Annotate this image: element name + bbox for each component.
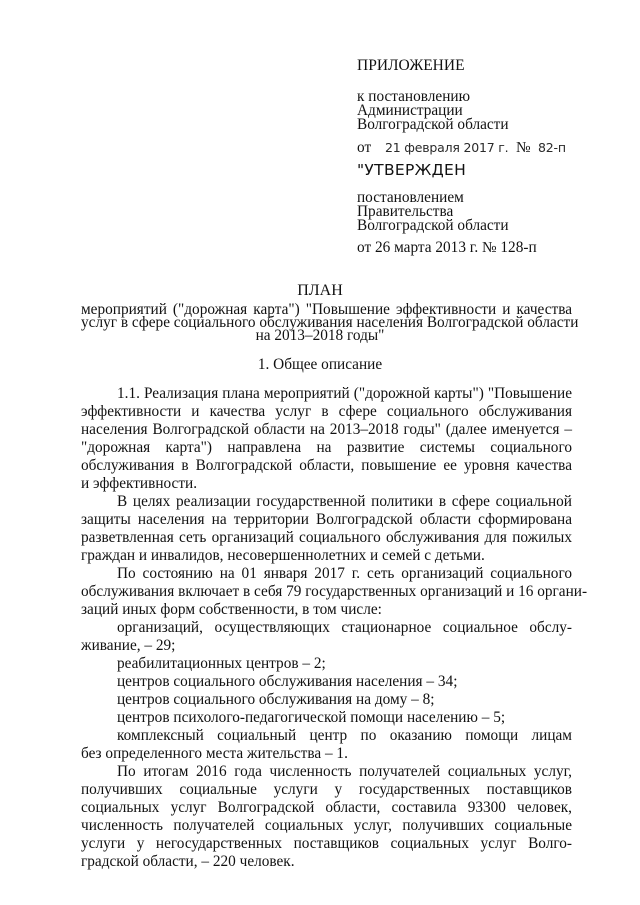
appendix-line: Волгоградской области: [357, 116, 509, 133]
approved-title: "УТВЕРЖДЕН: [357, 161, 467, 179]
body-line: защиты населения на территории Волгоградской области сформирована: [81, 511, 572, 528]
body-line: разветвленная сеть организаций социального обслуживания для пожилых: [81, 529, 572, 546]
body-line: 1.1. Реализация плана мероприятий ("дорожной карты") "Повышение: [117, 385, 572, 402]
body-line: эффективности и качества услуг в сфере социального обслуживания: [81, 403, 572, 420]
appendix-date-value: 21 февраля 2017 г.: [385, 140, 509, 155]
appendix-date-prefix: от: [357, 139, 372, 156]
approved-line: Правительства: [357, 203, 454, 220]
body-line: обслуживания включает в себя 79 государственных организаций и 16 органи-: [81, 583, 588, 600]
body-line: По состоянию на 01 января 2017 г. сеть организаций социального: [117, 565, 572, 582]
appendix-number-prefix: №: [516, 139, 531, 156]
plan-title: ПЛАН: [297, 282, 343, 299]
body-line: живание, – 29;: [81, 637, 176, 654]
body-line: получивших социальные услуги у государственных поставщиков: [81, 781, 572, 798]
body-line: центров социального обслуживания населения – 34;: [117, 673, 458, 690]
body-line: услуги у негосударственных поставщиков социальных услуг Волго-: [81, 835, 572, 852]
approved-line: Волгоградской области: [357, 217, 509, 234]
plan-subtitle-line: услуг в сфере социального обслуживания населения Волгоградской области: [81, 314, 579, 331]
section-heading: 1. Общее описание: [257, 356, 383, 373]
body-line: центров психолого-педагогической помощи населению – 5;: [117, 709, 506, 726]
body-line: "дорожная карта") направлена на развитие системы социального: [81, 439, 572, 456]
body-line: и эффективности.: [81, 475, 198, 492]
body-line: комплексный социальный центр по оказанию помощи лицам: [117, 727, 572, 744]
body-line: населения Волгоградской области на 2013–2018 годы" (далее именуется –: [81, 421, 572, 438]
body-line: без определенного места жительства – 1.: [81, 745, 348, 762]
approved-line: постановлением: [357, 189, 464, 206]
body-line: В целях реализации государственной политики в сфере социальной: [117, 493, 572, 510]
plan-subtitle-line: на 2013–2018 годы": [255, 327, 385, 344]
body-line: социальных услуг Волгоградской области, составила 93300 человек,: [81, 799, 572, 816]
body-line: заций иных форм собственности, в том числе:: [81, 601, 382, 618]
body-line: граждан и инвалидов, несовершеннолетних и семей с детьми.: [81, 547, 485, 564]
appendix-line: Администрации: [357, 102, 463, 119]
body-line: градской области, – 220 человек.: [81, 853, 295, 870]
appendix-title: ПРИЛОЖЕНИЕ: [357, 57, 465, 74]
plan-subtitle-line: мероприятий ("дорожная карта") "Повышение эффективности и качества: [81, 301, 572, 318]
body-line: центров социального обслуживания на дому – 8;: [117, 691, 435, 708]
appendix-line: к постановлению: [357, 88, 471, 105]
appendix-number-value: 82-п: [538, 140, 566, 155]
body-line: обслуживания в Волгоградской области, повышение ее уровня качества: [81, 457, 572, 474]
body-line: организаций, осуществляющих стационарное социальное обслу-: [117, 619, 572, 636]
body-line: По итогам 2016 года численность получателей социальных услуг,: [117, 763, 572, 780]
approved-date-line: от 26 марта 2013 г. № 128-п: [357, 239, 537, 256]
body-line: реабилитационных центров – 2;: [117, 655, 326, 672]
body-line: численность получателей социальных услуг, получивших социальные: [81, 817, 572, 834]
